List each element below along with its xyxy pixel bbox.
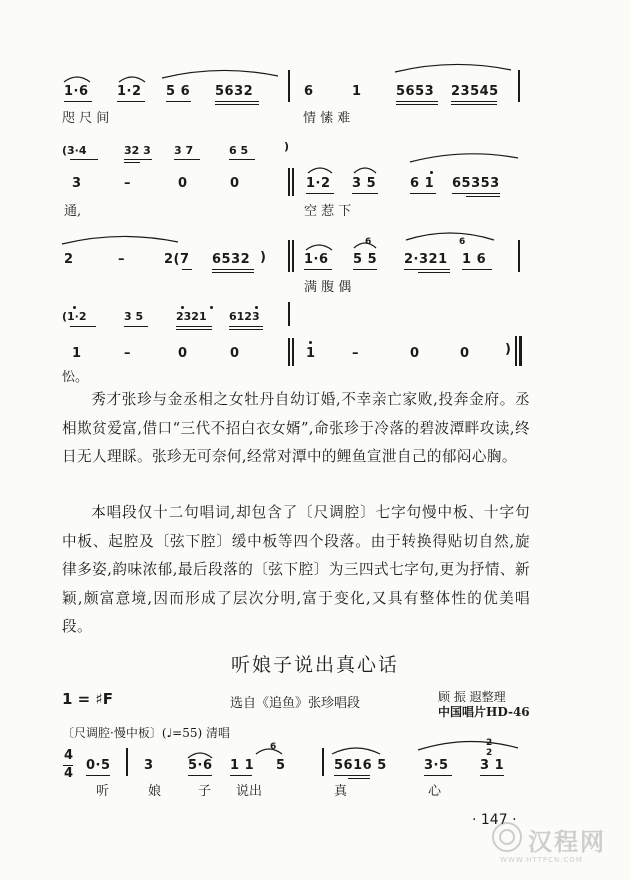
underline [215,104,259,105]
underline [212,272,254,273]
note-group: – [124,346,131,361]
watermark-text: 汉程网 [528,828,606,856]
instrument-line: 3 7 [174,144,194,157]
grace-note: 6 [270,742,277,752]
lyric-char: 子 [198,784,212,799]
note-group: 1 [72,346,82,361]
note-group: 5653 [396,84,435,99]
underline [64,101,92,102]
source-note: 选自《追鱼》张珍唱段 [230,696,361,711]
note-group: 0 [178,346,188,361]
bar-line [126,748,128,776]
octave-dot [309,341,312,344]
underline [176,329,212,330]
note-group: 1·2 [306,176,331,191]
note-group: ) [505,342,512,357]
underline [424,775,452,776]
bar-line [518,240,520,272]
lyric-line: 空 惹 下 [304,204,352,219]
note-group: 6 [304,84,314,99]
underline [306,193,334,194]
instrument-line: (1·2 [62,310,87,323]
note-group: 3 5 [352,176,377,191]
underline [215,101,259,102]
underline [182,269,192,270]
note-group: 3 [72,176,82,191]
lyric-line: 忪。 [62,370,89,385]
instrument-line: (3·4 [62,144,87,157]
note-group: 1 1 [230,758,255,773]
bar-line [288,240,290,272]
grace-note: 6 [459,237,466,247]
lyric-char: 说出 [236,784,263,799]
underline [188,775,212,776]
slur [62,72,92,84]
grace-note: 2 [486,738,493,748]
underline [229,329,263,330]
note-group: 5 6 [166,84,191,99]
note-group: 3·5 [424,758,449,773]
underline [404,269,450,270]
paragraph: 秀才张珍与金丞相之女牡丹自幼订婚,不幸亲亡家败,投奔金府。丞相欺贫爱富,借口“三代不招白衣女婿”,命张珍于冷落的碧波潭畔攻读,终日无人理睬。张珍无可奈何,经常对潭中的鲤鱼宣泄自己的郁闷心胸。 [62,391,530,465]
note-group: 23545 [451,84,499,99]
instrument-line: 6 5 [229,144,249,157]
grace-note: 2 [486,748,493,758]
lyric-char: 娘 [148,784,162,799]
note-group: 0 [230,176,240,191]
note-group: – [118,252,125,267]
note-group: 6532 [212,252,251,267]
grace-note: 6 [365,237,372,247]
note-group: 1·2 [117,84,142,99]
lyric-line: 满 腹 偶 [304,280,352,295]
underline [70,326,96,327]
note-group: ) [260,250,267,265]
slur [186,748,214,760]
note-group: 0·5 [86,758,111,773]
slur [330,742,382,756]
lyric-char: 心 [428,784,442,799]
underline [304,269,332,270]
note-group: 1·6 [64,84,89,99]
note-group: – [352,346,359,361]
underline [352,193,378,194]
underline [229,159,255,160]
underline [174,159,200,160]
note-group: 2(7 [164,252,190,267]
lyric-char: 真 [334,784,348,799]
slur [408,150,520,164]
key-signature: 1 = ♯F [62,690,113,708]
underline [334,775,370,776]
note-group: 0 [230,346,240,361]
instrument-line: ) [284,140,290,153]
final-bar-line [519,336,522,366]
octave-dot [181,306,184,309]
underline [348,778,370,779]
slur [404,228,496,242]
note-group: 5 [276,758,286,773]
instrument-line: 6123 [229,310,260,323]
underline [451,101,497,102]
slur [60,232,180,246]
note-group: 5·6 [188,758,213,773]
bar-line [292,240,294,272]
tempo-marking: 〔尺调腔·慢中板〕(♩=55) 清唱 [62,726,230,740]
bar-line [292,338,294,366]
underline [396,101,438,102]
underline [353,269,377,270]
note-group: 5 5 [353,252,378,267]
bar-line [292,168,294,196]
bar-line [288,302,290,326]
note-group: 65353 [452,176,500,191]
underline [229,326,263,327]
page-number: · 147 · [472,812,517,828]
bar-line [322,748,324,776]
underline [451,104,497,105]
slur [393,60,513,74]
note-group: – [124,176,131,191]
time-signature-top: 4 [64,748,74,763]
watermark-logo-icon [490,820,524,854]
underline [466,196,500,197]
slur [416,736,520,752]
note-group: 3 1 [480,758,505,773]
lyric-line: 咫 尺 间 [62,111,110,126]
note-group: 1 [352,84,362,99]
octave-dot [210,306,213,309]
lyric-line: 通, [64,204,82,219]
slur [117,72,147,84]
slur [304,240,334,252]
underline [166,101,191,102]
underline [86,775,110,776]
slur [160,66,280,80]
underline [462,269,492,270]
lyric-char: 听 [96,784,110,799]
slur [306,163,334,175]
underline [124,162,140,163]
lyric-line: 情 愫 难 [303,111,351,126]
bar-line [288,338,290,366]
bar-line [288,70,290,102]
underline [396,104,438,105]
note-group: 3 [144,758,154,773]
record-number: 中国唱片HD-46 [438,705,530,719]
instrument-line: 2321 [176,310,207,323]
note-group: 5616 5 [334,758,387,773]
underline [70,159,98,160]
instrument-line: 3 5 [124,310,144,323]
arranger: 顾 振 遐整理 [438,690,506,704]
final-bar-line [515,336,517,366]
bar-line [518,70,520,102]
note-group: 5632 [215,84,254,99]
note-group: 0 [410,346,420,361]
underline [410,193,436,194]
octave-dot [255,306,258,309]
time-signature-bottom: 4 [64,766,74,781]
note-group: 1·6 [304,252,329,267]
note-group: 0 [178,176,188,191]
note-group: 6 1 [410,176,435,191]
underline [212,269,254,270]
bar-line [288,168,290,196]
octave-dot [73,306,76,309]
underline [418,272,450,273]
slur [254,744,284,756]
underline [117,101,145,102]
underline [176,326,212,327]
note-group: 1 6 [462,252,487,267]
song-title: 听娘子说出真心话 [230,654,399,676]
slur [352,163,378,175]
underline [124,326,148,327]
note-group: 1 [306,346,316,361]
paragraph: 本唱段仅十二句唱词,却包含了〔尺调腔〕七字句慢中板、十字句中板、起腔及〔弦下腔〕缓中板等四个段落。由于转换得贴切自然,旋律多姿,韵味浓郁,最后段落的〔弦下腔〕为三四式七字句,更为抒情、新颖,颇富意境,因而形成了层次分明,富于变化,又具有整体性的优美唱段。 [62,504,530,635]
note-group: 2 [64,252,74,267]
instrument-line: 32 3 [124,144,151,157]
watermark [480,818,620,868]
underline [124,159,152,160]
note-group: 0 [460,346,470,361]
watermark-url: WWW.HTTPCN.COM [500,856,583,864]
octave-dot [430,171,433,174]
note-group: 2·321 [404,252,448,267]
underline [480,775,504,776]
underline [452,193,500,194]
underline [230,775,252,776]
